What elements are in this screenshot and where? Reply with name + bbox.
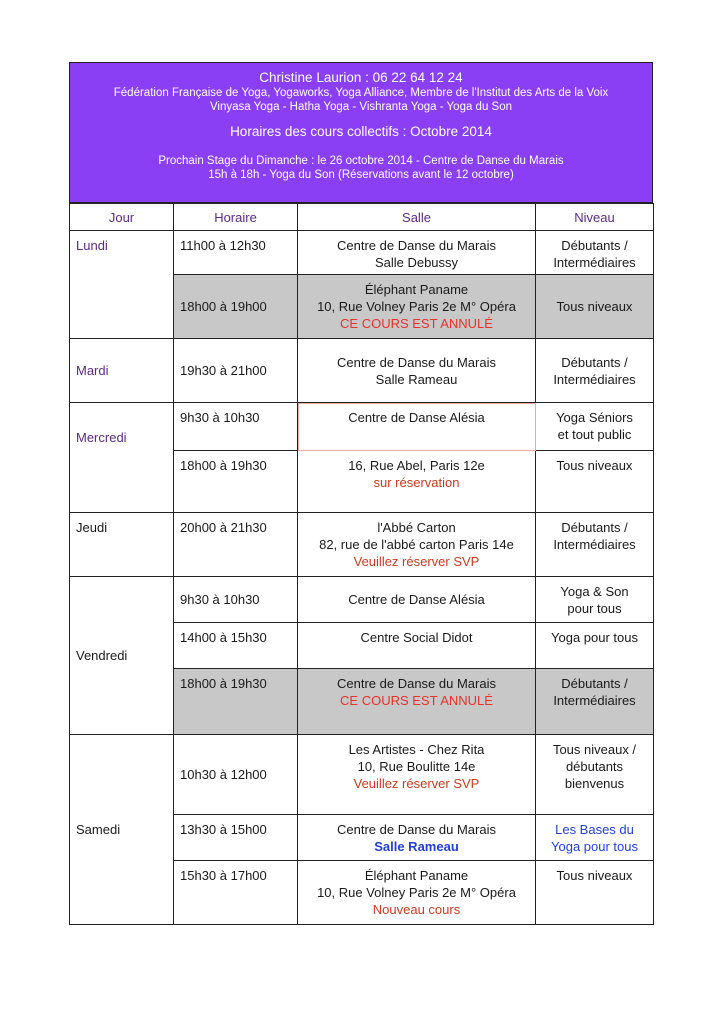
room-name: Centre de Danse Alésia bbox=[348, 410, 485, 425]
level-text: Intermédiaires bbox=[553, 693, 636, 708]
time-cell: 18h00 à 19h30 bbox=[174, 451, 298, 513]
reservation-note: Veuillez réserver SVP bbox=[353, 776, 480, 791]
column-header-room: Salle bbox=[298, 204, 536, 231]
level-cell bbox=[536, 735, 654, 815]
time-cell: 11h00 à 12h30 bbox=[174, 231, 298, 275]
level-cell bbox=[536, 669, 654, 735]
room-cell bbox=[298, 451, 536, 513]
day-cell: Vendredi bbox=[70, 577, 174, 735]
level-text: Yoga pour tous bbox=[551, 839, 638, 854]
room-cell bbox=[298, 735, 536, 815]
reservation-note: Veuillez réserver SVP bbox=[353, 554, 480, 569]
table-row bbox=[70, 577, 654, 623]
level-text: Débutants / bbox=[561, 238, 628, 253]
time-cell: 10h30 à 12h00 bbox=[174, 735, 298, 815]
schedule-sheet bbox=[69, 62, 653, 925]
room-cell bbox=[298, 669, 536, 735]
time-cell: 18h00 à 19h30 bbox=[174, 669, 298, 735]
level-text: débutants bbox=[565, 759, 624, 774]
styles-line: Vinyasa Yoga - Hatha Yoga - Vishranta Yoga - Yoga du Son bbox=[209, 101, 513, 113]
level-text: Tous niveaux / bbox=[552, 742, 637, 757]
time-cell: 9h30 à 10h30 bbox=[174, 403, 298, 451]
reservation-note: sur réservation bbox=[373, 475, 460, 490]
room-name: l'Abbé Carton bbox=[377, 520, 456, 535]
room-name: Centre de Danse du Marais bbox=[337, 238, 496, 253]
level-cell bbox=[536, 275, 654, 339]
time-cell: 18h00 à 19h00 bbox=[174, 275, 298, 339]
level-cell bbox=[536, 861, 654, 925]
room-name: Centre de Danse du Marais bbox=[337, 822, 496, 837]
room-cell bbox=[298, 231, 536, 275]
schedule-title: Horaires des cours collectifs : Octobre 2014 bbox=[230, 124, 492, 139]
room-name: Les Artistes - Chez Rita bbox=[348, 742, 485, 757]
level-text: et tout public bbox=[557, 427, 632, 442]
room-name: 16, Rue Abel, Paris 12e bbox=[348, 458, 485, 473]
level-text: Tous niveaux bbox=[556, 868, 633, 883]
time-cell: 19h30 à 21h00 bbox=[174, 339, 298, 403]
table-header-row bbox=[70, 204, 654, 231]
column-header-level: Niveau bbox=[536, 204, 654, 231]
room-cell bbox=[298, 815, 536, 861]
room-detail: Salle Rameau bbox=[375, 371, 458, 387]
room-detail: 82, rue de l'abbé carton Paris 14e bbox=[319, 537, 514, 552]
day-cell: Lundi bbox=[70, 231, 174, 339]
room-name: Éléphant Paname bbox=[364, 282, 469, 297]
level-text: Débutants / bbox=[561, 676, 628, 691]
room-cell bbox=[298, 513, 536, 577]
day-cell: Samedi bbox=[70, 735, 174, 925]
room-cell bbox=[298, 577, 536, 623]
column-header-day: Jour bbox=[70, 204, 174, 231]
column-header-time: Horaire bbox=[174, 204, 298, 231]
contact-line: Christine Laurion : 06 22 64 12 24 bbox=[259, 70, 463, 85]
level-cell bbox=[536, 623, 654, 669]
level-text: Débutants / bbox=[561, 520, 628, 535]
level-text: Tous niveaux bbox=[556, 299, 633, 314]
header-banner bbox=[69, 62, 653, 203]
cancelled-note: CE COURS EST ANNULÉ bbox=[340, 693, 493, 708]
room-detail-highlight: Salle Rameau bbox=[374, 839, 459, 854]
affiliations-line: Fédération Française de Yoga, Yogaworks, Yoga Alliance, Membre de l'Institut des Arts de la Voix bbox=[113, 87, 609, 99]
time-cell: 15h30 à 17h00 bbox=[174, 861, 298, 925]
schedule-table bbox=[69, 203, 654, 925]
cancelled-note: CE COURS EST ANNULÉ bbox=[340, 316, 493, 331]
level-text: Yoga & Son bbox=[560, 583, 629, 599]
room-detail: 10, Rue Volney Paris 2e M° Opéra bbox=[317, 885, 516, 900]
level-text: pour tous bbox=[567, 600, 622, 616]
level-text: Débutants / bbox=[561, 354, 628, 370]
level-text: Tous niveaux bbox=[556, 458, 633, 473]
room-name: Centre de Danse du Marais bbox=[337, 354, 496, 370]
level-text: Les Bases du bbox=[555, 822, 634, 837]
table-row bbox=[70, 231, 654, 275]
day-cell: Mardi bbox=[70, 339, 174, 403]
level-cell bbox=[536, 403, 654, 451]
room-cell bbox=[298, 403, 536, 451]
level-text: Intermédiaires bbox=[553, 255, 636, 270]
room-name: Centre de Danse Alésia bbox=[348, 592, 485, 607]
table-row bbox=[70, 513, 654, 577]
room-cell bbox=[298, 339, 536, 403]
level-cell bbox=[536, 513, 654, 577]
table-row bbox=[70, 403, 654, 451]
level-cell bbox=[536, 577, 654, 623]
time-cell: 20h00 à 21h30 bbox=[174, 513, 298, 577]
room-cell bbox=[298, 623, 536, 669]
time-cell: 14h00 à 15h30 bbox=[174, 623, 298, 669]
room-detail: Salle Debussy bbox=[374, 255, 459, 270]
level-text: Yoga pour tous bbox=[551, 630, 638, 645]
level-cell bbox=[536, 231, 654, 275]
time-cell: 13h30 à 15h00 bbox=[174, 815, 298, 861]
stage-line-1: Prochain Stage du Dimanche : le 26 octobre 2014 - Centre de Danse du Marais bbox=[158, 155, 564, 167]
time-cell: 9h30 à 10h30 bbox=[174, 577, 298, 623]
stage-line-2: 15h à 18h - Yoga du Son (Réservations avant le 12 octobre) bbox=[208, 169, 514, 181]
room-name: Centre de Danse du Marais bbox=[337, 676, 496, 691]
room-name: Éléphant Paname bbox=[364, 868, 469, 883]
level-cell bbox=[536, 339, 654, 403]
day-cell: Jeudi bbox=[70, 513, 174, 577]
level-text: Intermédiaires bbox=[553, 371, 636, 387]
level-text: Intermédiaires bbox=[553, 537, 636, 552]
level-cell bbox=[536, 815, 654, 861]
room-cell bbox=[298, 275, 536, 339]
level-text: Yoga Séniors bbox=[556, 410, 633, 425]
room-cell bbox=[298, 861, 536, 925]
level-cell bbox=[536, 451, 654, 513]
table-row bbox=[70, 735, 654, 815]
new-course-note: Nouveau cours bbox=[372, 902, 461, 917]
room-detail: 10, Rue Volney Paris 2e M° Opéra bbox=[317, 299, 516, 314]
room-name: Centre Social Didot bbox=[360, 630, 473, 645]
day-cell: Mercredi bbox=[70, 403, 174, 513]
level-text: bienvenus bbox=[564, 776, 625, 791]
room-detail: 10, Rue Boulitte 14e bbox=[357, 759, 476, 774]
table-row bbox=[70, 339, 654, 403]
